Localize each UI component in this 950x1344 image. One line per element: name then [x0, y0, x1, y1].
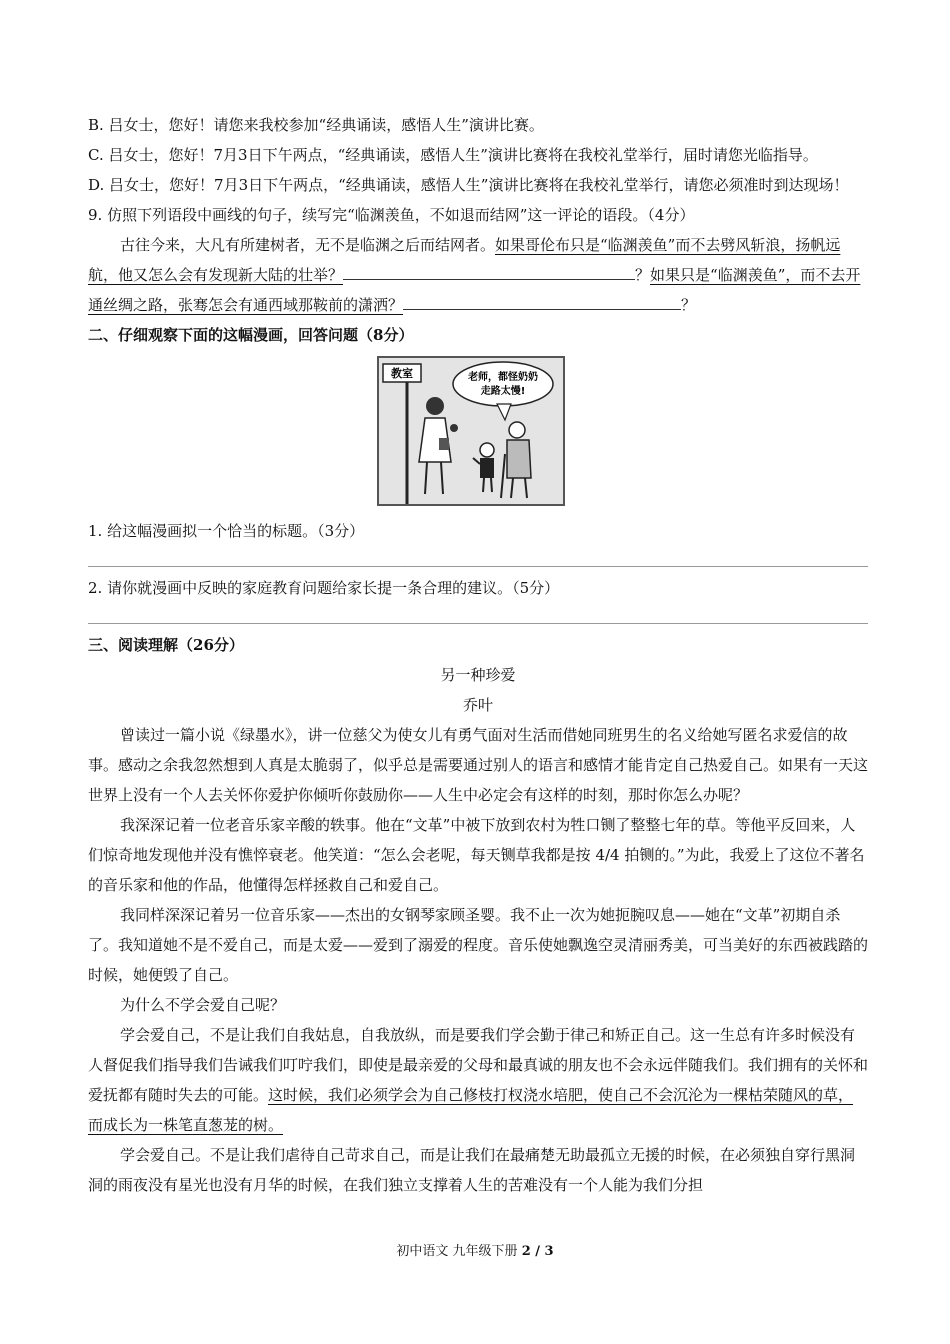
- comic-illustration: [379, 358, 563, 504]
- option-b: B. 吕女士，您好！请您来我校参加“经典诵读，感悟人生”演讲比赛。: [88, 116, 544, 134]
- option-c: C. 吕女士，您好！7月3日下午两点，“经典诵读，感悟人生”演讲比赛将在我校礼堂举行，届时请您光临指导。: [88, 146, 818, 164]
- document-page: [88, 110, 868, 1200]
- article-title: 另一种珍爱: [440, 666, 516, 684]
- passage-intro: 古往今来，大凡有所建树者，无不是临渊之后而结网者。: [120, 236, 496, 254]
- section-2-title: 二、仔细观察下面的这幅漫画，回答问题（8分）: [88, 326, 414, 344]
- question-mark-2: ？: [681, 296, 697, 314]
- answer-line-1[interactable]: [88, 546, 868, 567]
- section-3-title: 三、阅读理解（26分）: [88, 636, 244, 654]
- paragraph-5-text: 学会爱自己，不是让我们自我姑息，自我放纵，而是要我们学会勤于律己和矫正自己。这一生总有许多时候没有人督促我们指导我们告诫我们叮咛我们，即使是最亲爱的父母和最真诚的朋友也不会永远伴随我们。我们拥有的关怀和爱抚都有随时失去的可能。: [88, 1026, 869, 1104]
- underlined-sentence-3: 这时候，我们必须学会为自己修枝打杈浇水培肥，使自己不会沉沦为一棵枯荣随风的草，而成长为一株笔直葱茏的树。: [88, 1086, 854, 1134]
- svg-text:走路太慢!: 走路太慢!: [480, 386, 526, 397]
- article-paragraph: 我同样深深记着另一位音乐家——杰出的女钢琴家顾圣婴。我不止一次为她扼腕叹息——她在“文革”初期自杀了。我知道她不是不爱自己，而是太爱——爱到了溺爱的程度。音乐使她飘逸空灵清丽秀美，可当美好的东西被践踏的时候，她便毁了自己。: [88, 906, 869, 984]
- page-footer: [0, 1240, 950, 1259]
- question-mark-1: ？: [635, 266, 651, 284]
- question-9-passage: [88, 230, 868, 320]
- article-paragraph: 为什么不学会爱自己呢？: [120, 996, 286, 1014]
- footer-text: 初中语文 九年级下册: [396, 1244, 518, 1259]
- option-d: D. 吕女士，您好！7月3日下午两点，“经典诵读，感悟人生”演讲比赛将在我校礼堂举行，请您必须准时到达现场！: [88, 176, 849, 194]
- question-9-prompt: 9. 仿照下列语段中画线的句子，续写完“临渊羡鱼，不如退而结网”这一评论的语段。（4分）: [88, 206, 695, 224]
- underlined-sentence-2: 如果只是“临渊羡鱼”，而不去开通丝绸之路，张骞怎会有通西域那鞍前的潇洒？: [88, 266, 861, 314]
- section-2-question-1: 1. 给这幅漫画拟一个恰当的标题。（3分）: [88, 522, 365, 540]
- article-author: 乔叶: [462, 696, 493, 714]
- comic-image: [377, 356, 565, 506]
- answer-blank-1[interactable]: [343, 261, 635, 280]
- page-number: 2 / 3: [521, 1244, 554, 1259]
- article-paragraph: [88, 1020, 868, 1140]
- underlined-sentence-1: 如果哥伦布只是“临渊羡鱼”而不去劈风斩浪，扬帆远航，他又怎么会有发现新大陆的壮举？: [88, 236, 841, 284]
- section-2-question-2: 2. 请你就漫画中反映的家庭教育问题给家长提一条合理的建议。（5分）: [88, 579, 560, 597]
- svg-text:老师，都怪奶奶: 老师，都怪奶奶: [468, 372, 538, 383]
- comic-room-label: 教室: [391, 367, 413, 380]
- article-paragraph: 我深深记着一位老音乐家辛酸的轶事。他在“文革”中被下放到农村为牲口铡了整整七年的草。等他平反回来，人们惊奇地发现他并没有憔悴衰老。他笑道：“怎么会老呢，每天铡草我都是按 4/4 拍铡的。”为此，我爱上了这位不著名的音乐家和他的作品，他懂得怎样拯救自己和爱自己。: [88, 816, 865, 894]
- article-paragraph: 曾读过一篇小说《绿墨水》，讲一位慈父为使女儿有勇气面对生活而借她同班男生的名义给她写匿名求爱信的故事。感动之余我忽然想到人真是太脆弱了，似乎总是需要通过别人的语言和感情才能肯定自己热爱自己。如果有一天这世界上没有一个人去关怀你爱护你倾听你鼓励你——人生中必定会有这样的时刻，那时你怎么办呢？: [88, 726, 869, 804]
- article-paragraph: 学会爱自己。不是让我们虐待自己苛求自己，而是让我们在最痛楚无助最孤立无援的时候，在必须独自穿行黑洞洞的雨夜没有星光也没有月华的时候，在我们独立支撑着人生的苦难没有一个人能为我们分担: [88, 1146, 856, 1194]
- answer-line-2[interactable]: [88, 603, 868, 624]
- answer-blank-2[interactable]: [403, 291, 681, 310]
